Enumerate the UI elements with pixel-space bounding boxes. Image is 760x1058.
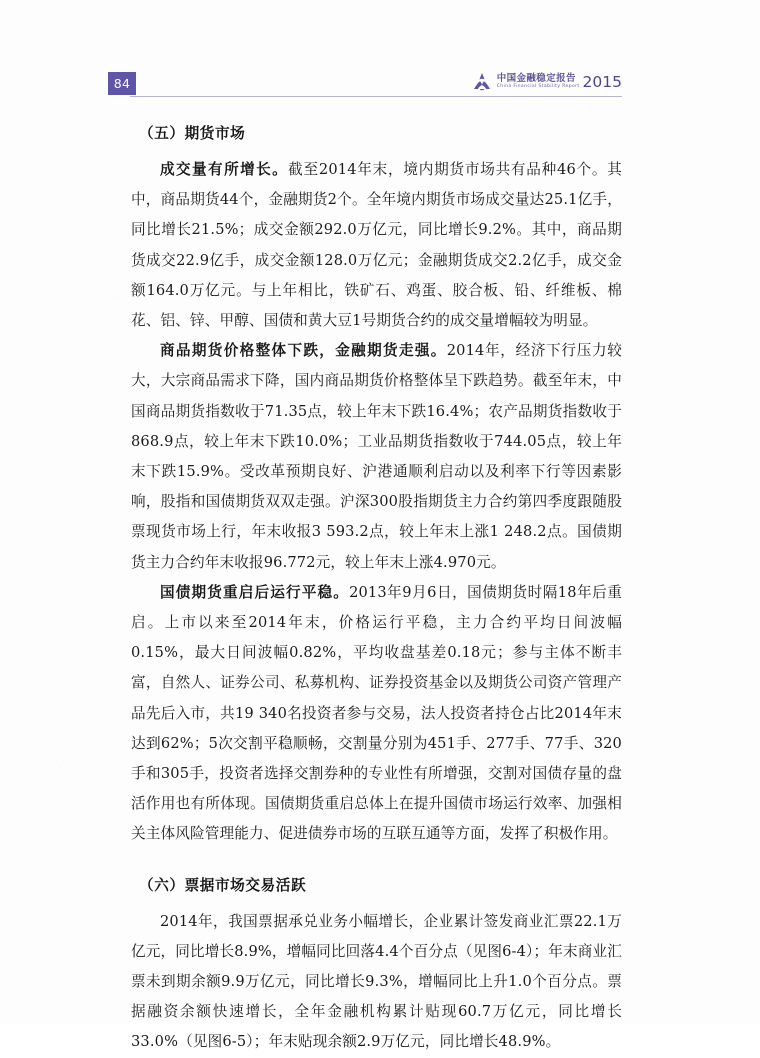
- page-header: [108, 66, 622, 102]
- report-brand: [471, 66, 622, 96]
- paragraph-lead-in: 商品期货价格整体下跌，金融期货走强。: [160, 342, 447, 360]
- report-title-cn: 中国金融稳定报告: [496, 72, 576, 84]
- paragraph-body: 2013年9月6日，国债期货时隔18年后重启。上市以来至2014年末，价格运行平稳，主力合约平均日间波幅0.15%，最大日间波幅0.82%，平均收盘基差0.18元；参与主体不断丰富，自然人、证券公司、私募机构、证券投资基金以及期货公司资产管理产品先后入市，共19 340名投资者参与交易，法人投资者持仓占比2014年末达到62%；5次交割平稳顺畅，交割量分别为451手、277手、77手、320手和305手，投资者选择交割券种的专业性有所增强，交割对国债存量的盘活作用也有所体现。国债期货重启总体上在提升国债市场运行效率、加强相关主体风险管理能力、促进债券市场的互联互通等方面，发挥了积极作用。: [131, 583, 622, 843]
- paragraph-bill-market: [131, 907, 622, 1058]
- page-number-badge: 84: [108, 72, 136, 95]
- report-logo-icon: [471, 71, 493, 93]
- paragraph-treasury-futures: [131, 578, 622, 850]
- paragraph-trading-volume: [131, 155, 622, 336]
- section-heading-futures-market: （五）期货市场: [139, 125, 246, 142]
- paragraph-lead-in: 成交量有所增长。: [160, 161, 289, 178]
- report-year: 2015: [582, 73, 622, 91]
- paragraph-body: 2014年，我国票据承兑业务小幅增长，企业累计签发商业汇票22.1万亿元，同比增长8.9%，增幅同比回落4.4个百分点（见图6-4）；年末商业汇票未到期余额9.9万亿元，同比增长9.3%，增幅同比上升1.0个百分点。票据融资余额快速增长，全年金融机构累计贴现60.7万亿元，同比增长33.0%（见图6-5）；年末贴现余额2.9万亿元，同比增长48.9%。: [131, 912, 622, 1051]
- header-divider: [130, 96, 622, 97]
- document-content: [131, 122, 622, 1058]
- paragraph-body: 2014年，经济下行压力较大，大宗商品需求下降，国内商品期货价格整体呈下跌趋势。截至年末，中国商品期货指数收于71.35点，较上年末下跌16.4%；农产品期货指数收于868.9点，较上年末下跌10.0%；工业品期货指数收于744.05点，较上年末下跌15.9%。受改革预期良好、沪港通顺利启动以及利率下行等因素影响，股指和国债期货双双走强。沪深300股指期货主力合约第四季度跟随股票现货市场上行，年末收报3 593.2点，较上年末上涨1 248.2点。国债期货主力合约年末收报96.772元，较上年末上涨4.970元。: [131, 342, 623, 571]
- paragraph-lead-in: 国债期货重启后运行平稳。: [160, 583, 350, 601]
- report-brand-text: [497, 72, 622, 90]
- paragraph-body: 截至2014年末，境内期货市场共有品种46个。其中，商品期货44个，金融期货2个。全年境内期货市场成交量达25.1亿手，同比增长21.5%；成交金额292.0万亿元，同比增长9.2%。其中，商品期货成交22.9亿手，成交金额128.0万亿元；金融期货成交2.2亿手，成交金额164.0万亿元。与上年相比，铁矿石、鸡蛋、胶合板、铅、纤维板、棉花、铝、锌、甲醇、国债和黄大豆1号期货合约的成交量增幅较为明显。: [131, 161, 623, 330]
- report-title-en: China Financial Stability Report: [496, 84, 580, 90]
- section-heading-bill-market: （六）票据市场交易活跃: [139, 876, 307, 894]
- paragraph-commodity-prices: [131, 336, 622, 578]
